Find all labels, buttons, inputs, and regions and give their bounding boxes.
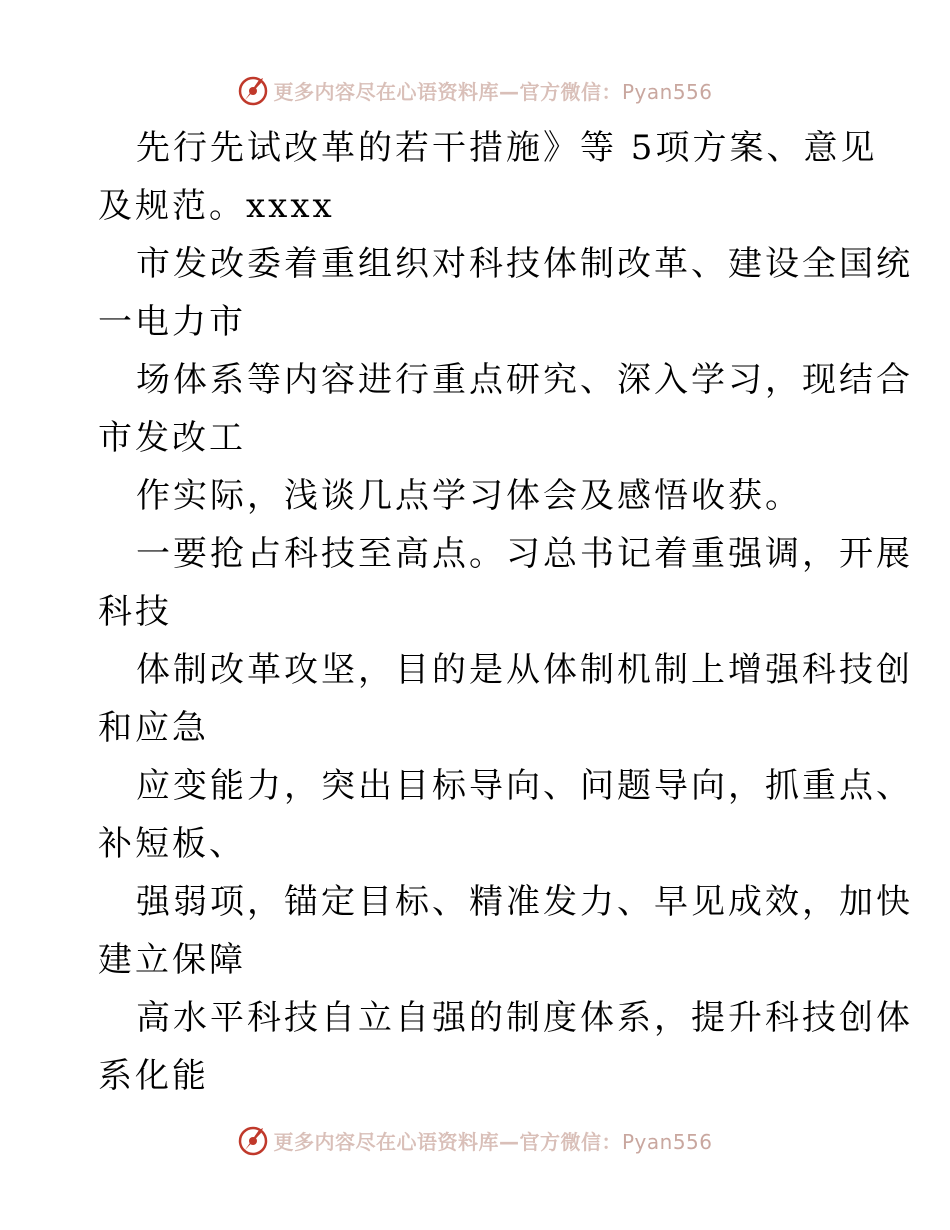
text-line: 场体系等内容进行重点研究、深入学习，现结合: [136, 360, 913, 400]
text-line: 补短板、: [98, 824, 246, 864]
header-banner-text: 更多内容尽在心语资料库—官方微信：Pyan556: [273, 79, 713, 104]
text-line: 和应急: [98, 708, 209, 748]
text-line: 强弱项，锚定目标、精准发力、早见成效，加快: [136, 882, 913, 922]
quill-pen-logo-icon: [237, 74, 269, 106]
text-line: 高水平科技自立自强的制度体系，提升科技创体: [136, 998, 913, 1038]
text-line: 一电力市: [98, 302, 246, 342]
text-line: 应变能力，突出目标导向、问题导向，抓重点、: [136, 766, 913, 806]
text-line: 科技: [98, 592, 172, 632]
text-line: 系化能: [98, 1056, 209, 1096]
text-line: 先行先试改革的若干措施》等 5项方案、意见: [136, 128, 878, 168]
text-line: 体制改革攻坚，目的是从体制机制上增强科技创: [136, 650, 913, 690]
text-line: 一要抢占科技至高点。习总书记着重强调，开展: [136, 534, 913, 574]
text-line: 建立保障: [98, 940, 246, 980]
text-line: 及规范。xxxx: [98, 186, 335, 226]
text-line: 作实际，浅谈几点学习体会及感悟收获。: [136, 476, 802, 516]
text-line: 市发改工: [98, 418, 246, 458]
text-line: 市发改委着重组织对科技体制改革、建设全国统: [136, 244, 913, 284]
header-banner: [0, 68, 950, 112]
footer-banner: [0, 1118, 950, 1162]
footer-banner-text: 更多内容尽在心语资料库—官方微信：Pyan556: [273, 1129, 713, 1154]
quill-pen-logo-icon: [237, 1124, 269, 1156]
